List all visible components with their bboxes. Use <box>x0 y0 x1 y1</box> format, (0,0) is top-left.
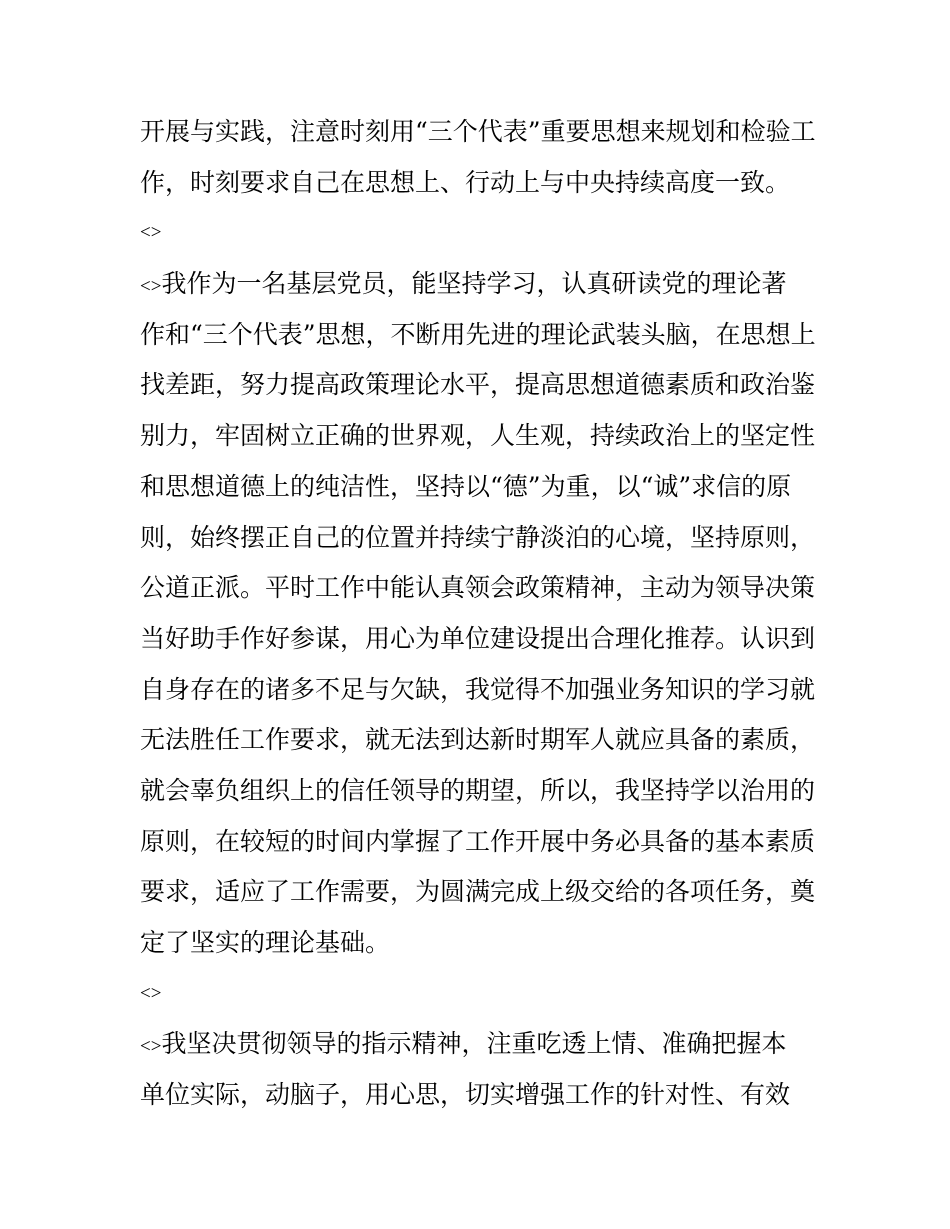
line-text: 自身存在的诸多不足与欠缺，我觉得不加强业务知识的学习就 <box>140 674 816 704</box>
paragraph-marker <box>140 208 820 259</box>
line-text: 无法胜任工作要求，就无法到达新时期军人就应具备的素质， <box>140 725 816 755</box>
text-line <box>140 158 820 209</box>
paragraph-start-line <box>140 1019 820 1070</box>
paragraph-start-line <box>140 259 820 310</box>
line-text: 当好助手作好参谋，用心为单位建设提出合理化推荐。认识到 <box>140 623 816 653</box>
line-text: 开展与实践，注意时刻用“三个代表”重要思想来规划和检验工 <box>140 117 816 146</box>
line-text: 公道正派。平时工作中能认真领会政策精神，主动为领导决策 <box>140 573 816 603</box>
text-line <box>140 918 820 969</box>
text-line <box>140 867 820 918</box>
text-line <box>140 665 820 716</box>
line-text: 和思想道德上的纯洁性，坚持以“德”为重，以“诚”求信的原 <box>140 471 792 501</box>
text-line <box>140 360 820 411</box>
line-text: 则，始终摆正自己的位置并持续宁静淡泊的心境，坚持原则， <box>140 522 816 552</box>
line-text: 我作为一名基层党员，能坚持学习，认真研读党的理论著 <box>161 269 787 299</box>
marker-text: <> <box>140 982 162 1004</box>
line-text: 定了坚实的理论基础。 <box>140 928 391 957</box>
body-text <box>140 107 820 1121</box>
line-text: 单位实际，动脑子，用心思，切实增强工作的针对性、有效 <box>140 1080 791 1110</box>
text-line <box>140 766 820 817</box>
text-line <box>140 310 820 361</box>
line-text: 要求，适应了工作需要，为圆满完成上级交给的各项任务，奠 <box>140 877 816 907</box>
paragraph-marker <box>140 969 820 1020</box>
text-line <box>140 107 820 158</box>
text-line <box>140 462 820 513</box>
line-text: 原则，在较短的时间内掌握了工作开展中务必具备的基本素质 <box>140 826 816 856</box>
line-text: 就会辜负组织上的信任领导的期望，所以，我坚持学以治用的 <box>140 775 816 805</box>
text-line <box>140 563 820 614</box>
line-text: 作，时刻要求自己在思想上、行动上与中央持续高度一致。 <box>140 167 791 197</box>
text-line <box>140 411 820 462</box>
marker-text: <> <box>140 222 162 244</box>
line-text: 找差距，努力提高政策理论水平，提高思想道德素质和政治鉴 <box>140 370 816 400</box>
text-line <box>140 614 820 665</box>
text-line <box>140 817 820 868</box>
line-text: 我坚决贯彻领导的指示精神，注重吃透上情、准确把握本 <box>161 1029 787 1059</box>
text-line <box>140 513 820 564</box>
inline-marker: <> <box>140 1036 162 1058</box>
line-text: 作和“三个代表”思想，不断用先进的理论武装头脑，在思想上 <box>140 319 816 349</box>
inline-marker: <> <box>140 276 162 298</box>
text-line <box>140 1070 820 1121</box>
text-line <box>140 715 820 766</box>
line-text: 别力，牢固树立正确的世界观，人生观，持续政治上的坚定性 <box>140 421 816 451</box>
